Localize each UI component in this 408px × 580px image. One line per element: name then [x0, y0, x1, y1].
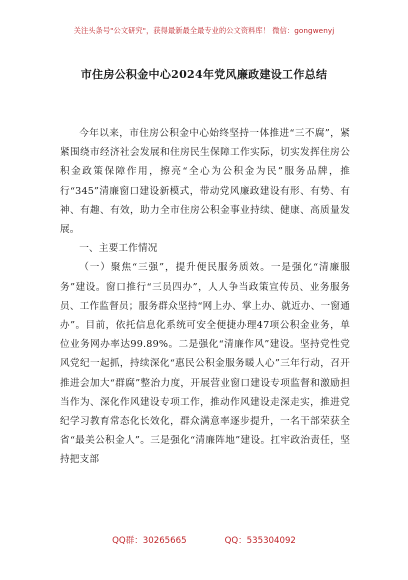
promo-banner: 关注头条号"公文研究"，获得最新最全最专业的公文资料库！ 微信：gongwenyj [73, 26, 335, 35]
document-body [60, 124, 350, 470]
page-title: 市住房公积金中心2024年党风廉政建设工作总结 [80, 68, 328, 81]
intro-paragraph: 今年以来，市住房公积金中心始终坚持一体推进“三不腐”，紧紧围绕市经济社会发展和住房民生保障工作实际，切实发挥住房公积金政策保障作用，擦亮“全心为公积金为民”服务品牌，推行“345”清廉窗口建设新模式，带动党风廉政建设有形、有势、有神、有趣、有效，助力全市住房公积金事业持续、健康、高质量发展。 [60, 128, 350, 236]
contact-footer [0, 534, 408, 546]
subsection-paragraph: （一）聚焦“三强”，提升便民服务质效。一是强化“清廉服务”建设。窗口推行“三员四办”，人人争当政策宣传员、业务服务员、工作监督员；服务群众坚持“网上办、掌上办、就近办、一窗通办”。目前，依托信息化系统可安全便捷办理47项公积金业务，单位业务网办率达99.89%。二是强化“清廉作风”建设。坚持党性党风党纪一起抓，持续深化“惠民公积金服务暖人心”三年行动，召开推进会加大“群腐”整治力度，开展营业窗口建设专项监督和激励担当作为、深化作风建设专项工作，推动作风建设走深走实，推进党纪学习教育常态化长效化，群众满意率逐步提升，一名干部荣获全省“最美公积金人”。三是强化“清廉阵地”建设。扛牢政治责任，坚持把支部 [60, 262, 350, 466]
qq-contact: QQ：535304092 [224, 536, 296, 546]
qq-group: QQ群：30265665 [112, 536, 187, 546]
section-heading: 一、主要工作情况 [79, 243, 158, 255]
